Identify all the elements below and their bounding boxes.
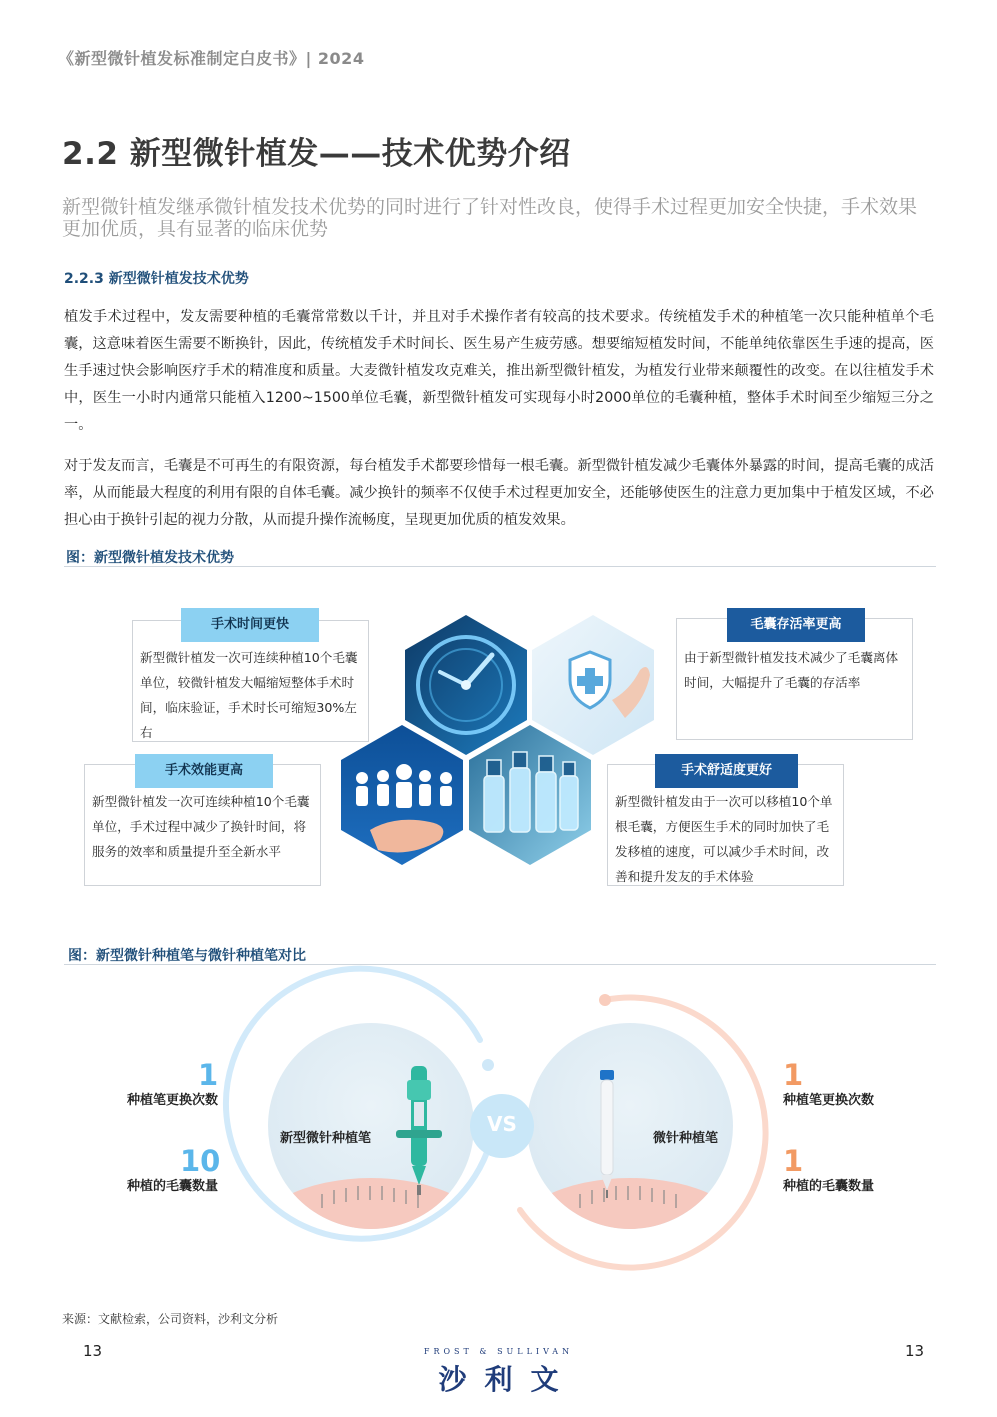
body-paragraph-1: 植发手术过程中，发友需要种植的毛囊常常数以千计，并且对手术操作者有较高的技术要求。传统植发手术的种植笔一次只能种植单个毛囊，这意味着医生需要不断换针，因此，传统植发手术时间长、医生易产生疲劳感。想要缩短植发时间，不能单纯依靠医生手速的提高，医生手速过快会影响医疗手术的精准度和质量。大麦微针植发攻克难关，推出新型微针植发，为植发行业带来颠覆性的改变。在以往植发手术中，医生一小时内通常只能植入1200~1500单位毛囊，新型微针植发可实现每小时2000单位的毛囊种植，整体手术时间至少缩短三分之一。 — [64, 309, 934, 433]
card-body: 新型微针植发一次可连续种植10个毛囊单位，手术过程中减少了换针时间，将服务的效率和质量提升至全新水平 — [92, 794, 310, 859]
body-paragraph-2: 对于发友而言，毛囊是不可再生的有限资源，每台植发手术都要珍惜每一根毛囊。新型微针植发减少毛囊体外暴露的时间，提高毛囊的成活率，从而能最大程度的利用有限的自体毛囊。减少换针的频率不仅使手术过程更加安全，还能够使医生的注意力更加集中于植发区域，不必担心由于换针引起的视力分散，从而提升操作流畅度，呈现更加优质的植发效果。 — [64, 458, 934, 528]
logo-english: FROST & SULLIVAN — [423, 1347, 574, 1356]
card-tag: 手术时间更快 — [181, 608, 319, 642]
left-stat-2-value: 10 — [180, 1144, 221, 1178]
card-tag: 手术舒适度更好 — [655, 754, 798, 788]
right-stat-2-label: 种植的毛囊数量 — [783, 1179, 875, 1194]
card-body: 新型微针植发由于一次可以移植10个单根毛囊，方便医生手术的同时加快了毛发移植的速度，可以减少手术时间，改善和提升发友的手术体验 — [615, 794, 833, 884]
right-stat-1-label: 种植笔更换次数 — [783, 1093, 875, 1108]
figure-2-title: 图：新型微针种植笔与微针种植笔对比 — [68, 948, 306, 964]
left-stat-2-label: 种植的毛囊数量 — [127, 1179, 219, 1194]
classic-pen-label: 微针种植笔 — [653, 1131, 719, 1146]
new-pen-label: 新型微针种植笔 — [280, 1131, 372, 1146]
card-body: 由于新型微针植发技术减少了毛囊离体时间，大幅提升了毛囊的存活率 — [684, 650, 899, 690]
right-ring — [510, 994, 766, 1302]
card-tag: 手术效能更高 — [135, 754, 273, 788]
left-stat-1-value: 1 — [198, 1058, 219, 1092]
page-number-left: 13 — [83, 1342, 103, 1360]
logo-chinese: 沙利文 — [438, 1363, 577, 1396]
card-body: 新型微针植发一次可连续种植10个毛囊单位，较微针植发大幅缩短整体手术时间，临床验证，手术时长可缩短30%左右 — [140, 650, 358, 740]
right-stat-2-value: 1 — [783, 1144, 804, 1178]
document-header: 《新型微针植发标准制定白皮书》| 2024 — [58, 49, 365, 68]
source-note: 来源：文献检索，公司资料，沙利文分析 — [62, 1312, 279, 1326]
right-stat-1-value: 1 — [783, 1058, 804, 1092]
vs-label: VS — [487, 1112, 517, 1136]
left-stat-1-label: 种植笔更换次数 — [127, 1093, 219, 1108]
page-title: 2.2 新型微针植发——技术优势介绍 — [62, 136, 571, 172]
figure-1-title: 图：新型微针植发技术优势 — [66, 550, 234, 566]
page-number-right: 13 — [905, 1342, 925, 1360]
section-heading: 2.2.3 新型微针植发技术优势 — [64, 271, 249, 287]
card-tag: 毛囊存活率更高 — [727, 608, 865, 642]
page-subtitle: 新型微针植发继承微针植发技术优势的同时进行了针对性改良，使得手术过程更加安全快捷，手术效果更加优质，具有显著的临床优势 — [62, 196, 918, 240]
